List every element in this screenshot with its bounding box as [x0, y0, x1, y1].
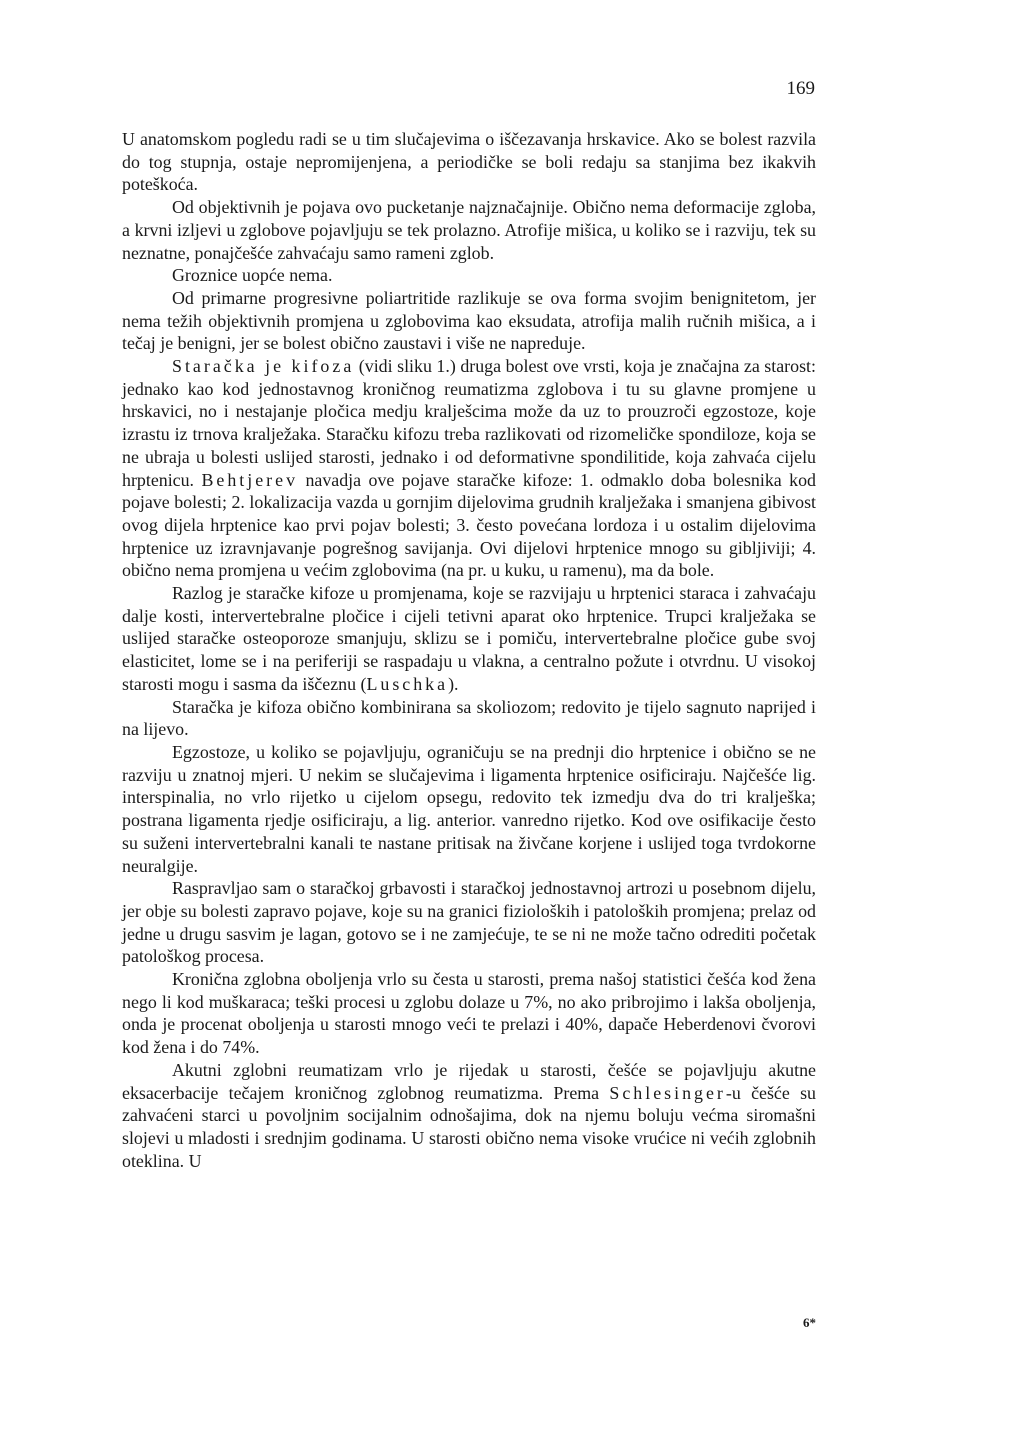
paragraph: Staračka je kifoza obično kombinirana sa skoliozom; redovito je tijelo sagnuto naprijed i na lijevo.: [122, 696, 816, 740]
body-text: [122, 128, 816, 1172]
paragraph: Staračka je kifoza (vidi sliku 1.) druga bolest ove vrsti, koja je značajna za starost: jednako kao kod jednostavnog kroničnog reumatizma zglobova i tu su glavne promjene u hrskavici, no i nestajanje pločica medju kralješcima može da uz to prouzroči egzostoze, koje izrastu iz trnova kralježaka. Staračku kifozu treba razlikovati od rizomeličke spondiloze, koja se ne ubraja u bolesti uslijed starosti, jednako i od deformativne spondilitide, koja zahvaća cijelu hrptenicu. Behtjerev navadja ove pojave staračke kifoze: 1. odmaklo doba bolesnika kod pojave bolesti; 2. lokalizacija vazda u gornjim dijelovima grudnih kralježaka i smanjena gibivost ovog dijela hrptenice kao prvi pojav bolesti; 3. često povećana lordoza i u ostalim dijelovima hrptenice uz izravnjavanje pogrešnog savijanja. Ovi dijelovi hrptenice mnogo su gibljiviji; 4. obično nema promjena u većim zglobovima (na pr. u kuku, u ramenu), ma da bole.: [122, 356, 816, 581]
paragraph: Od primarne progresivne poliartritide razlikuje se ova forma svojim benignitetom, jer nema težih objektivnih promjena u zglobovima kao eksudata, atrofija malih ručnih mišica, a i tečaj je benigni, jer se bolest obično zaustavi i više ne napreduje.: [122, 287, 816, 354]
spaced-term: Staračka je kifoza: [172, 356, 355, 377]
author-name: Schlesinger: [609, 1082, 726, 1103]
paragraph: Kronična zglobna oboljenja vrlo su česta u starosti, prema našoj statistici češća kod žena nego li kod muškaraca; teški procesi u zglobu dolaze u 7%, no ako pribrojimo i lakša oboljenja, onda je procenat oboljenja u starosti mnogo veći te prelazi i 40%, dapače Heberdenovi čvorovi kod žena i do 74%.: [122, 969, 816, 1058]
paragraph: Groznice uopće nema.: [172, 265, 333, 286]
paragraph: Raspravljao sam o staračkoj grbavosti i staračkoj jednostavnoj artrozi u posebnom dijelu, jer obje su bolesti zapravo pojave, koje su na granici fizioloških i patoloških promjena; prelaz od jedne u drugu sasvim je lagan, gotovo se i ne zamjećuje, te se ni ne može tačno odrediti početak patološkog procesa.: [122, 878, 816, 967]
paragraph: Razlog je staračke kifoze u promjenama, koje se razvijaju u hrptenici staraca i zahvaćaju dalje kosti, intervertebralne pločice i cijeli tetivni aparat oko hrptenice. Trupci kralježaka se uslijed staračke osteoporoze smanjuju, sklizu se i pomiču, intervertebralne pločice gube svoj elasticitet, lome se i na periferiji se raspadaju u vlakna, a centralno požute i otvrdnu. U visokoj starosti mogu i sasma da iščeznu (Luschka).: [122, 583, 816, 694]
author-name: Luschka: [366, 673, 449, 694]
author-name: Behtjerev: [201, 469, 299, 490]
page-number: 169: [786, 78, 815, 99]
paragraph: Od objektivnih je pojava ovo pucketanje najznačajnije. Obično nema deformacije zgloba, a krvni izljevi u zglobove pojavljuju se tek prolazno. Atrofije mišica, u koliko se i razviju, tek su neznatne, ponajčešće zahvaćaju samo rameni zglob.: [122, 197, 816, 263]
paragraph: Egzostoze, u koliko se pojavljuju, ograničuju se na prednji dio hrptenice i obično se ne razviju u znatnoj mjeri. U nekim se slučajevima i ligamenta hrptenice osificiraju. Najčešće lig. interspinalia, no vrlo rijetko u cijelom opsegu, redovito tek izmedju dva do tri kralješka; postrana ligamenta rjedje osificiraju, a lig. anterior. vanredno rijetko. Kod ove osifikacije često su suženi intervertebralni kanali te nastane pritisak na živčane korjene i uslijed toga tvrdokorne neuralgije.: [122, 741, 816, 876]
paragraph: U anatomskom pogledu radi se u tim slučajevima o iščezavanja hrskavice. Ako se bolest razvila do tog stupnja, ostaje nepromijenjena, a periodičke se boli redaju sa stanjima bez ikakvih poteškoća.: [122, 129, 816, 195]
signature-mark: 6*: [803, 1315, 816, 1330]
paragraph: Akutni zglobni reumatizam vrlo je rijedak u starosti, češće se pojavljuju akutne eksacerbacije tečajem kroničnog zglobnog reumatizma. Prema Schlesinger-u češće su zahvaćeni starci u povoljnim socijalnim odnošajima, dok na njemu boluju većma siromašni slojevi u mladosti i srednjim godinama. U starosti obično nema visoke vrućice ni većih zglobnih oteklina. U: [122, 1059, 816, 1171]
